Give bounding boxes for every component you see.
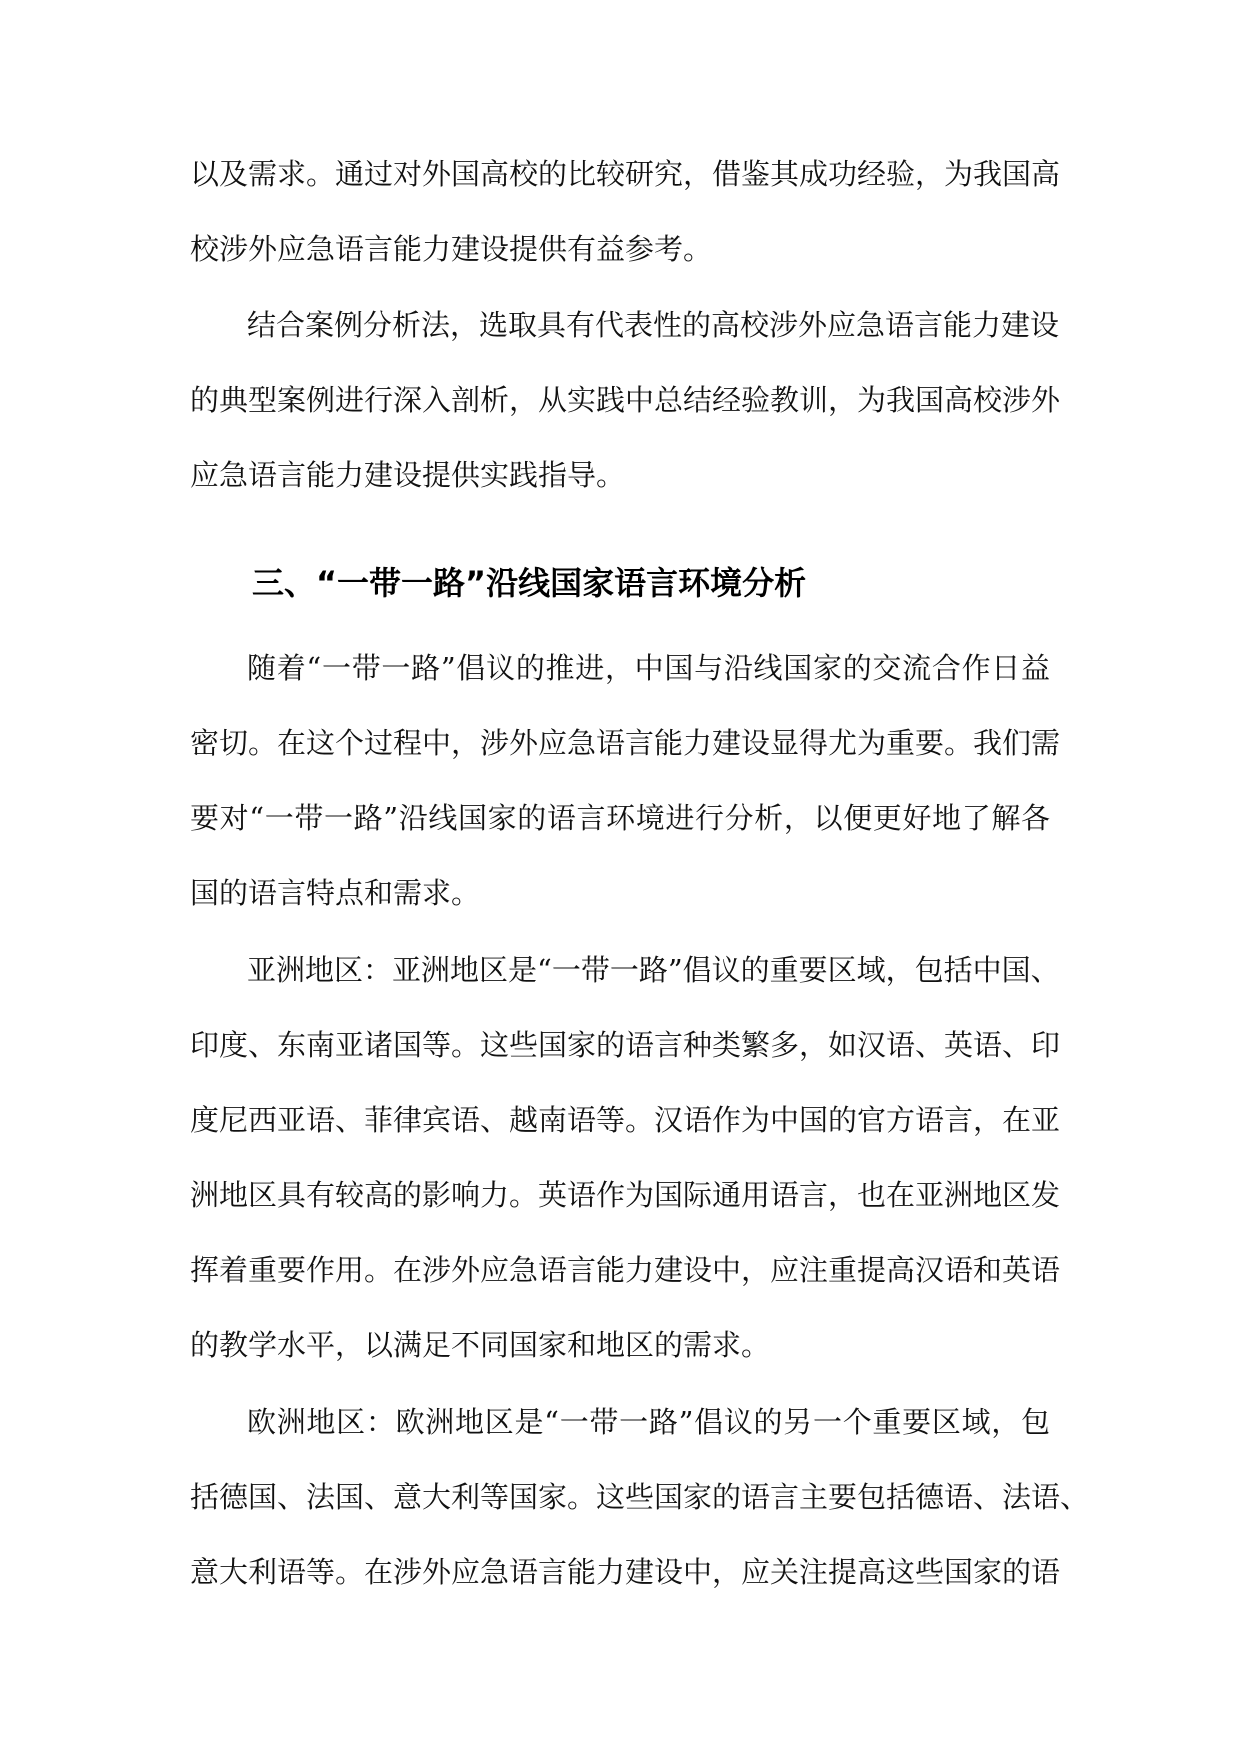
paragraph-line: 的典型案例进行深入剖析，从实践中总结经验教训，为我国高校涉外 [190, 383, 1061, 417]
paragraph-line: 欧洲地区：欧洲地区是“一带一路”倡议的另一个重要区域，包 [247, 1405, 1050, 1439]
paragraph-line: 校涉外应急语言能力建设提供有益参考。 [190, 232, 713, 266]
paragraph-line: 括德国、法国、意大利等国家。这些国家的语言主要包括德语、法语、 [190, 1480, 1090, 1514]
section-heading: 三、“一带一路”沿线国家语言环境分析 [252, 564, 807, 602]
paragraph-line: 亚洲地区：亚洲地区是“一带一路”倡议的重要区域，包括中国、 [247, 953, 1060, 987]
paragraph-line: 密切。在这个过程中，涉外应急语言能力建设显得尤为重要。我们需 [190, 726, 1061, 760]
paragraph-line: 国的语言特点和需求。 [190, 876, 481, 910]
paragraph-line: 要对“一带一路”沿线国家的语言环境进行分析，以便更好地了解各 [190, 801, 1050, 835]
paragraph-line: 随着“一带一路”倡议的推进，中国与沿线国家的交流合作日益 [247, 651, 1050, 685]
paragraph-line: 以及需求。通过对外国高校的比较研究，借鉴其成功经验，为我国高 [190, 157, 1061, 191]
paragraph-line: 印度、东南亚诸国等。这些国家的语言种类繁多，如汉语、英语、印 [190, 1028, 1061, 1062]
paragraph-line: 挥着重要作用。在涉外应急语言能力建设中，应注重提高汉语和英语 [190, 1253, 1061, 1287]
paragraph-line: 结合案例分析法，选取具有代表性的高校涉外应急语言能力建设 [247, 308, 1060, 342]
paragraph-line: 洲地区具有较高的影响力。英语作为国际通用语言，也在亚洲地区发 [190, 1178, 1061, 1212]
paragraph-line: 度尼西亚语、菲律宾语、越南语等。汉语作为中国的官方语言，在亚 [190, 1103, 1061, 1137]
paragraph-line: 的教学水平，以满足不同国家和地区的需求。 [190, 1328, 771, 1362]
paragraph-line: 意大利语等。在涉外应急语言能力建设中，应关注提高这些国家的语 [190, 1555, 1061, 1589]
paragraph-line: 应急语言能力建设提供实践指导。 [190, 458, 626, 492]
